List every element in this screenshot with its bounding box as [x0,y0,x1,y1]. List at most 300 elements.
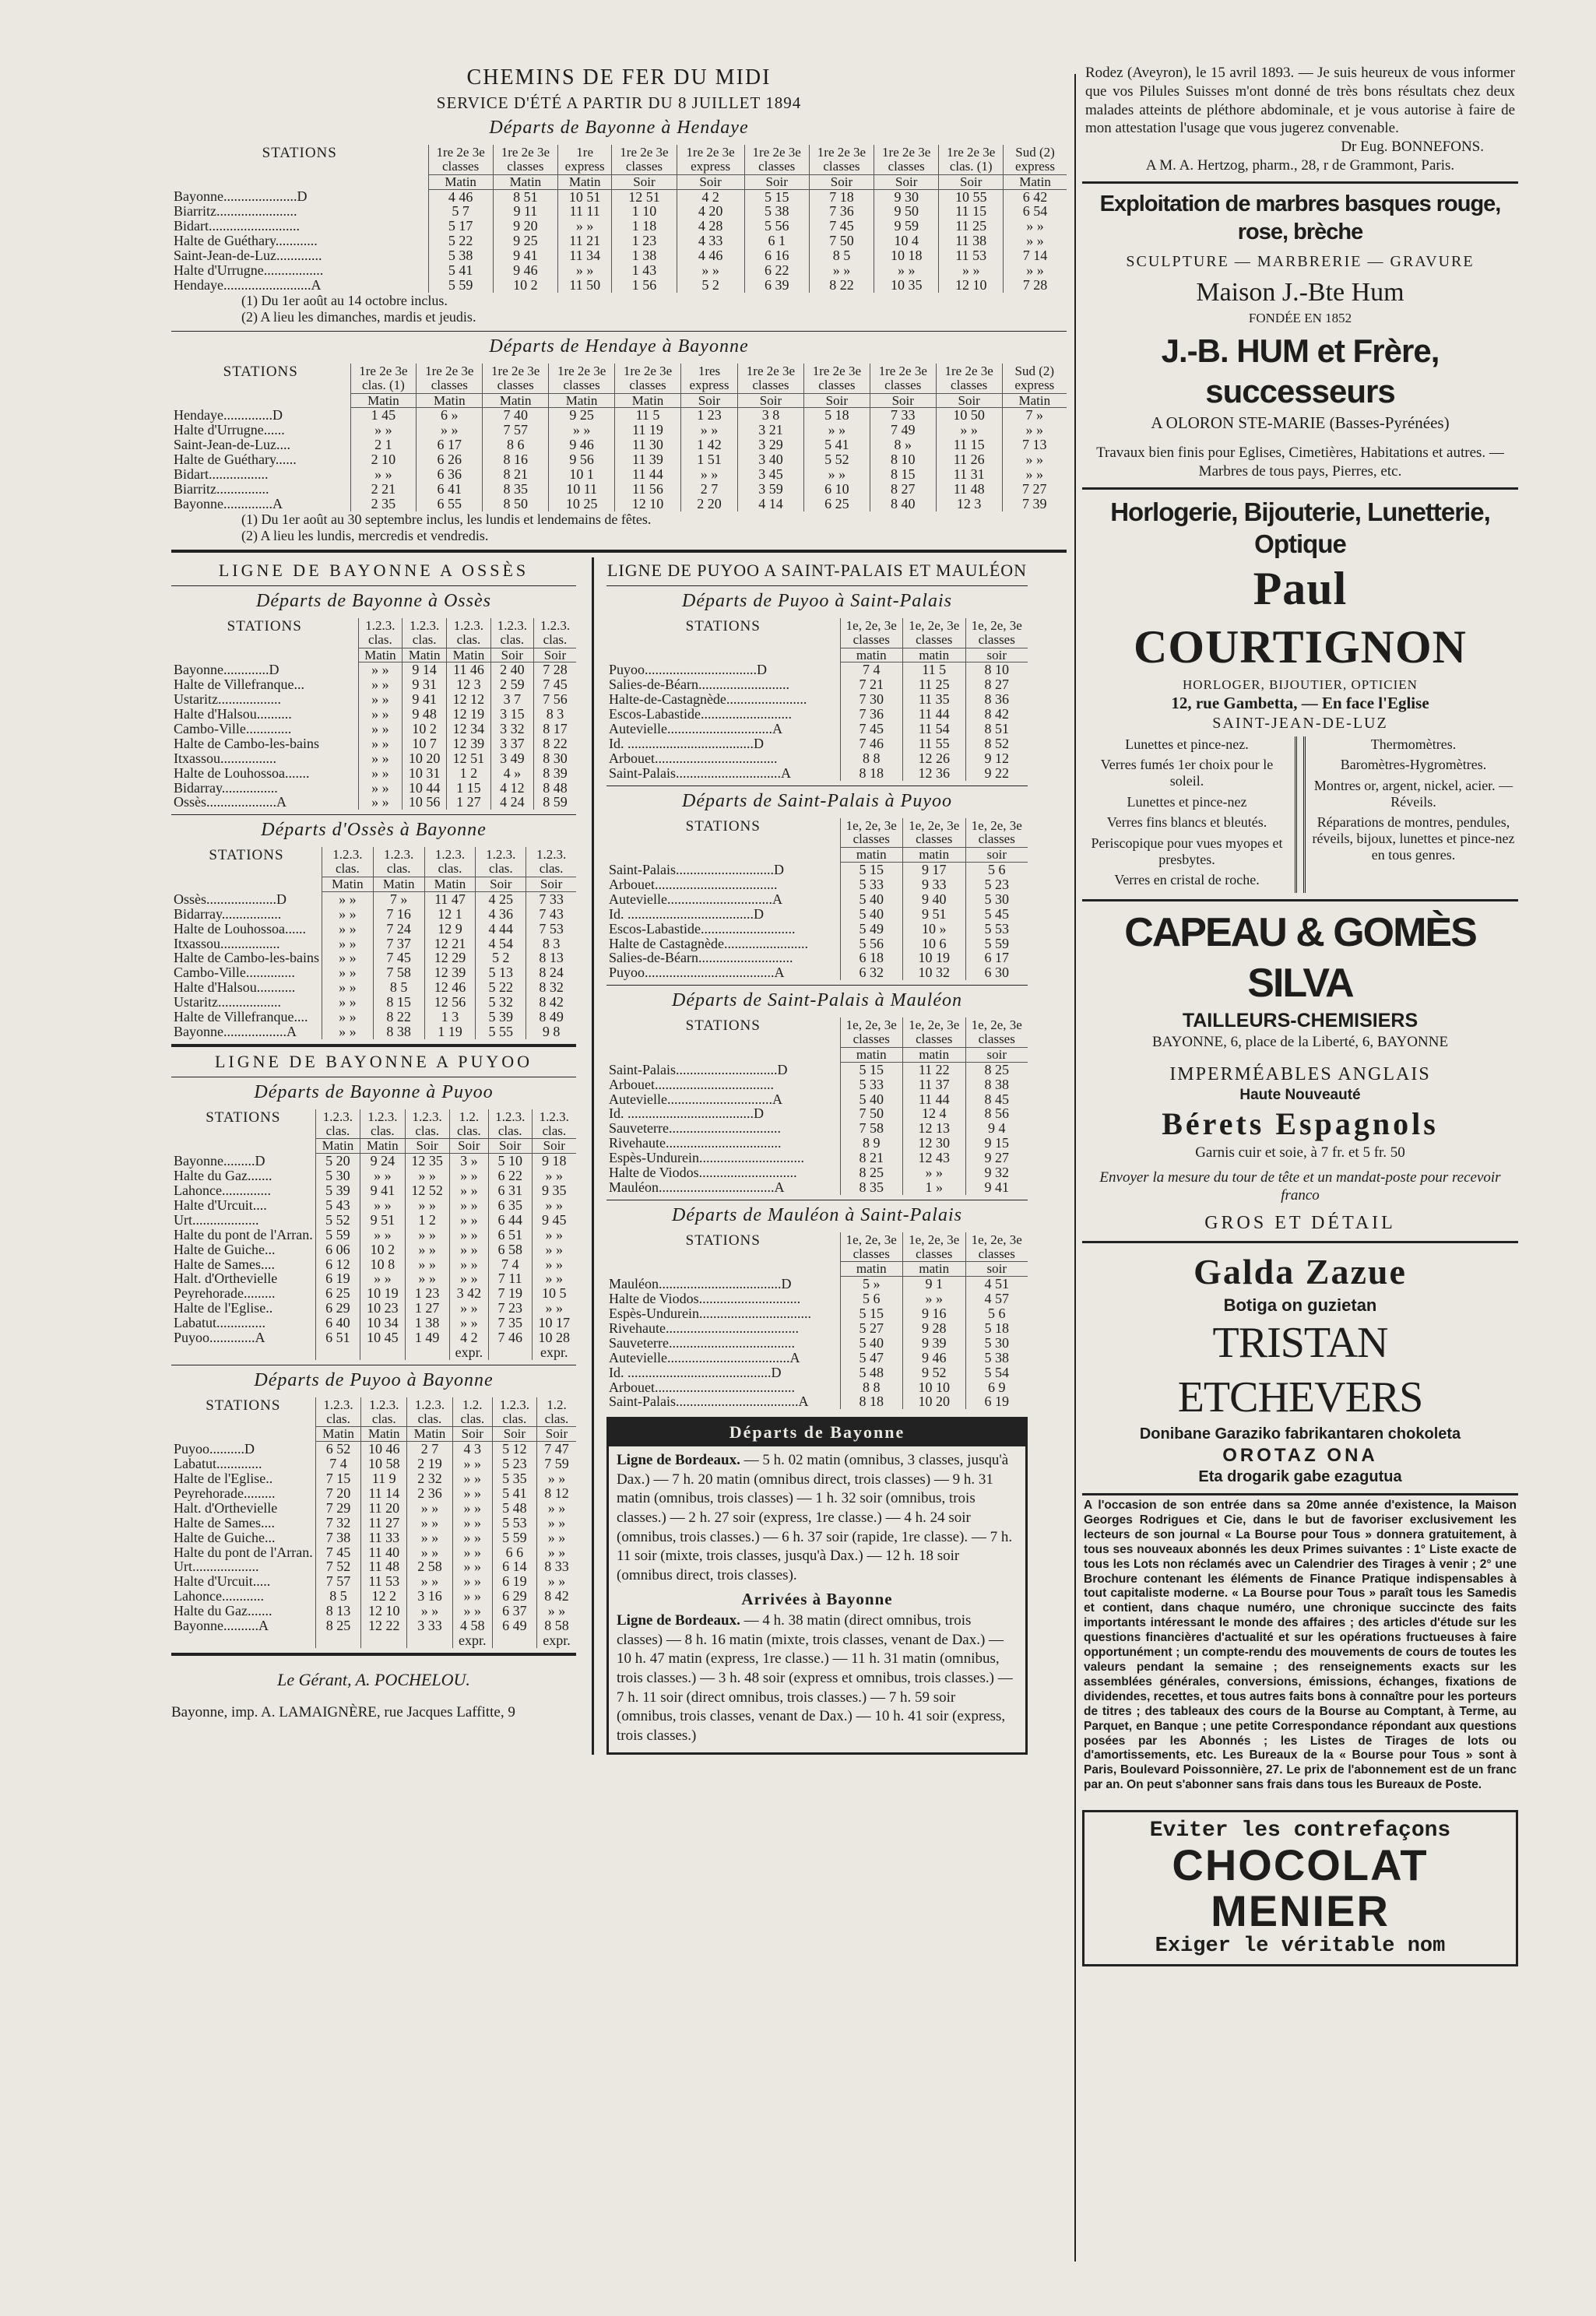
time-cell: 3 » [449,1154,488,1169]
time-cell: 5 20 [315,1154,360,1169]
time-cell: 6 52 [315,1442,361,1457]
time-cell: 5 54 [965,1365,1028,1380]
period-cell: Matin [493,174,557,189]
station-name: Arbouet................................... [609,750,778,766]
line-title-mauleon: LIGNE DE PUYOO A SAINT-PALAIS ET MAULÉON [606,560,1028,580]
time-cell: 10 44 [403,781,447,796]
time-cell: 2 7 [407,1442,453,1457]
time-cell: 11 46 [447,662,491,677]
column-header: 1.2.3. clas. [407,1397,453,1427]
time-cell: 7 50 [809,234,874,248]
station-name: Bayonne.....................D [174,188,308,205]
time-cell: 5 38 [744,204,809,219]
time-cell: 7 29 [315,1501,361,1516]
time-cell: » » [1004,219,1067,234]
column-header: 1e, 2e, 3e classes [903,618,966,648]
table-row [171,891,576,906]
time-cell: 8 52 [965,736,1028,751]
period-cell: Soir [476,877,526,892]
table-row [171,751,576,766]
time-cell: 2 20 [680,497,737,511]
table-row [171,1169,576,1183]
table-row [606,736,1028,751]
time-cell: 9 41 [403,692,447,707]
product-item: Lunettes et pince-nez. [1125,736,1249,752]
station-name: Halte de l'Eglise.. [174,1471,273,1487]
table-row [171,766,576,781]
time-cell: 3 49 [490,751,533,766]
box-line-title: Ligne de Bordeaux. [617,1451,740,1468]
time-cell: 2 36 [407,1486,453,1501]
table-row [171,1618,576,1633]
station-name: Mauléon...................................D [609,1276,792,1292]
time-cell: » » [350,423,417,438]
station-name: Halte du Gaz....... [174,1603,272,1619]
time-cell: 9 16 [903,1306,966,1321]
time-cell: » » [322,965,373,980]
time-cell: 10 10 [903,1380,966,1395]
time-cell: » » [405,1169,449,1183]
time-cell: » » [322,1010,373,1024]
product-item: Verres fins blancs et bleutés. [1106,814,1267,831]
time-cell: 10 55 [939,189,1004,204]
station-name: Ossès....................A [174,794,287,810]
product-item: Réparations de montres, pendules, réveils, bijoux, lunettes et pince-nez en tous genres. [1312,814,1515,863]
column-header: 1e, 2e, 3e classes [840,818,903,848]
station-name: Halte de Viodos............................ [609,1164,797,1180]
period-cell: Matin [549,393,615,408]
time-cell: 7 32 [315,1516,361,1531]
time-cell: 11 22 [903,1062,966,1077]
time-cell: 5 48 [840,1365,903,1380]
section-title: Départs de Bayonne à Puyoo [254,1081,494,1102]
footnote: (2) A lieu les dimanches, mardis et jeudis. [241,309,476,325]
capeau-name: CAPEAU & GOMÈS SILVA [1124,910,1476,1006]
table-row [606,1077,1028,1092]
station-name: Bayonne.........D [174,1153,265,1169]
time-cell: » » [452,1531,492,1545]
table-row [171,497,1067,511]
header-row [171,364,1067,393]
period-cell: matin [840,1047,903,1062]
table-row [606,1106,1028,1121]
time-cell: 5 30 [965,1336,1028,1351]
timetable-mauleon-saint-palais [606,1205,1028,1410]
ad-bourse-pour-tous: A l'occasion de son entrée dans sa 20me année d'existence, la Maison Georges Rodrigues et Cie, dans le but de favoriser exclusivement les lecteurs de son journal « La Bourse pour Tous » donnera gratuitement, à tous ses nouveaux abonnés les deux Primes suivantes : 1° Liste exacte de tous les Lots non réclamés avec un Calendrier des Tirages à venir ; 2° une Brochure contenant les éléments de Finance Pratique indispensables à tout capitaliste moderne. « La Bourse pour Tous » paraît tous les Samedis et contient, dans chaque numéro, une chronique succincte des faits importants intéressant le monde des affaires ; des articles d'étude sur les questions financières d'actualité et sur les opérations fructueuses à faire opportunément ; un compte-rendu des mouvements de cours de toutes les valeurs pendant la semaine ; des renseignements exacts sur les assemblées générales, conversions, émissions, échanges, fixations de dividendes, recettes, et tous autres faits bons à connaître pour les porteurs de titres ; des tableaux des cours de la Bourse au Comptant, à Terme, au Parquet, en Banque ; une petite Correspondance répondant aux questions posées par les Abonnés ; les Listes de Tirages de lots ou d'amortissements, etc. Les Bureaux de la « Bourse pour Tous » sont à Paris, Boulevard Poissonnière, 27. Le prix de l'abonnement est de un franc par an. On peut s'abonner sans frais dans tous les Bureaux de Poste. [1084,1499,1517,1792]
column-header: 1e, 2e, 3e classes [965,1232,1028,1262]
time-cell: 1 18 [612,219,677,234]
time-cell: 6 40 [315,1316,360,1330]
period-cell: Matin [358,648,403,662]
time-cell: 7 46 [488,1330,532,1345]
time-cell: 5 47 [840,1351,903,1365]
time-cell: 10 20 [903,1394,966,1409]
table-row [606,892,1028,907]
time-cell: » » [1002,423,1067,438]
time-cell: 12 30 [903,1136,966,1151]
time-cell: » » [358,795,403,810]
time-cell: » » [680,467,737,482]
station-name: Bayonne..............A [174,495,283,511]
time-cell: 11 55 [903,736,966,751]
station-name: Arbouet................................... [609,876,778,892]
time-cell: 3 15 [490,707,533,722]
time-cell: 11 39 [615,452,681,467]
period-cell: Matin [322,877,373,892]
time-cell: 4 14 [737,497,803,511]
column-header: 1.2.3. clas. [403,618,447,648]
station-name: Salies-de-Béarn........................... [609,950,793,966]
time-cell: 5 39 [315,1183,360,1198]
time-cell: 5 53 [965,922,1028,937]
table-row [171,722,576,736]
column-header: 1.2.3. clas. [488,1109,532,1139]
table-row [606,751,1028,766]
header-row [606,1232,1028,1262]
time-cell: 1 38 [612,248,677,263]
table-row [606,1365,1028,1380]
time-cell: » » [536,1516,576,1531]
products-right [1312,736,1515,894]
timetable-puyoo-saint-palais [606,591,1028,781]
time-cell: 9 41 [493,248,557,263]
section-title: Départs de Puyoo à Saint-Palais [682,590,952,611]
time-cell: 12 10 [361,1604,407,1618]
time-cell: 8 36 [965,692,1028,707]
time-cell: 9 40 [903,892,966,907]
table-row [171,219,1067,234]
period-cell: Soir [526,877,576,892]
station-name: Bidarray................ [174,779,278,796]
time-cell: 12 2 [361,1589,407,1604]
time-cell: 6 16 [744,248,809,263]
timetable [171,1397,576,1648]
stations-header: STATIONS [685,1017,761,1035]
time-cell: » » [358,766,403,781]
express-cell [488,1345,532,1360]
table-row [171,1589,576,1604]
time-cell: 11 54 [903,722,966,736]
table-row [171,1024,576,1039]
time-cell: 10 1 [549,467,615,482]
time-cell: 7 53 [526,922,576,937]
time-cell: » » [532,1169,576,1183]
table-row [171,980,576,995]
time-cell: » » [536,1501,576,1516]
column-header: 1.2.3. clas. [532,1109,576,1139]
express-cell: expr. [536,1633,576,1648]
table-row [171,1271,576,1286]
time-cell: 8 45 [965,1092,1028,1107]
time-cell: » » [405,1198,449,1213]
time-cell: » » [358,692,403,707]
time-cell: » » [358,662,403,677]
period-cell: matin [840,648,903,662]
table-row [606,677,1028,692]
menier-chocolat: CHOCOLAT [1172,1840,1429,1890]
product-item: Montres or, argent, nickel, acier. — Réveils. [1313,777,1513,810]
table-row [171,781,576,796]
time-cell: 6 41 [417,482,483,497]
express-cell: expr. [532,1345,576,1360]
time-cell: 11 47 [424,891,476,906]
box-line-title-2: Ligne de Bordeaux. [617,1612,740,1629]
time-cell: 8 33 [536,1559,576,1574]
time-cell: 6 10 [803,482,870,497]
time-cell: 5 59 [965,937,1028,951]
time-cell: 9 50 [874,204,939,219]
time-cell: 10 8 [360,1257,405,1272]
station-name: Halte d'Halsou........... [174,979,296,996]
table-row [606,1351,1028,1365]
station-name: Saint-Jean-de-Luz.... [174,437,290,453]
product-item: Verres en cristal de roche. [1114,872,1260,888]
time-cell: 6 58 [488,1242,532,1257]
station-name: Espès-Undurein................................ [609,1306,811,1322]
time-cell: 11 56 [615,482,681,497]
table-row [171,1604,576,1618]
station-name: Puyoo..........D [174,1441,255,1457]
time-cell: 9 1 [903,1277,966,1292]
time-cell: 11 53 [361,1574,407,1589]
time-cell: 8 25 [840,1165,903,1180]
time-cell: » » [936,423,1002,438]
time-cell: 7 58 [840,1121,903,1136]
time-cell: » » [405,1271,449,1286]
station-name: Puyoo................................D [609,662,768,678]
time-cell: 6 9 [965,1380,1028,1395]
time-cell: 11 30 [615,438,681,452]
station-name: Itxassou................ [174,750,276,766]
time-cell: 9 56 [549,452,615,467]
express-cell [315,1633,361,1648]
time-cell: 11 35 [903,692,966,707]
table-row [171,707,576,722]
time-cell: 12 3 [447,677,491,692]
station-name: Halte d'Urcuit..... [174,1573,271,1590]
time-cell: 5 17 [428,219,493,234]
line-title-puyoo: LIGNE DE BAYONNE A PUYOO [214,1051,533,1071]
station-name: Halte d'Urrugne................. [174,262,324,278]
period-cell: Matin [558,174,612,189]
express-cell: expr. [452,1633,492,1648]
time-cell: 8 35 [483,482,549,497]
section-title: Départs de Puyoo à Bayonne [254,1369,494,1390]
column-header: 1re 2e 3e classes [417,364,483,393]
column-header: 1.2.3. clas. [476,847,526,877]
table-row [171,662,576,677]
time-cell: 4 28 [677,219,744,234]
time-cell: 10 25 [549,497,615,511]
period-cell: Soir [737,393,803,408]
time-cell: » » [549,423,615,438]
time-cell: 8 50 [483,497,549,511]
table-row [171,1501,576,1516]
header-row [171,847,576,877]
time-cell: » » [536,1604,576,1618]
capeau-berets: Bérets Espagnols [1162,1105,1439,1141]
time-cell: 9 45 [532,1213,576,1228]
hum-founded: FONDÉE EN 1852 [1248,310,1352,325]
station-name: Halte de Louhossoa....... [174,764,310,781]
column-header: 1.2. clas. [452,1397,492,1427]
column-header: 1.2.3. clas. [526,847,576,877]
time-cell: 8 59 [533,795,576,810]
table-row [171,482,1067,497]
time-cell: 7 43 [526,907,576,922]
hum-title: Exploitation de marbres basques rouge, rose, brèche [1099,191,1501,244]
column-header: 1e, 2e, 3e classes [840,1232,903,1262]
station-name: Urt................... [174,1559,259,1575]
time-cell: 5 22 [476,980,526,995]
time-cell: 10 35 [874,278,939,293]
time-cell: 8 42 [526,995,576,1010]
time-cell: 8 6 [483,438,549,452]
column-header: 1.2.3. clas. [322,847,373,877]
header-row [606,1017,1028,1047]
time-cell: 9 15 [965,1136,1028,1151]
time-cell: » » [322,891,373,906]
time-cell: 9 17 [903,863,966,877]
time-cell: 6 54 [1004,204,1067,219]
time-cell: 1 10 [612,204,677,219]
column-header: 1e, 2e, 3e classes [840,1017,903,1047]
time-cell: 7 36 [809,204,874,219]
capeau-nouveaute: Haute Nouveauté [1239,1087,1361,1103]
section-title: Départs de Bayonne à Hendaye [489,118,749,138]
time-cell: 3 33 [407,1618,453,1633]
time-cell: » » [536,1545,576,1560]
express-row [171,1345,576,1360]
table-row [171,1574,576,1589]
time-cell: 4 58 [452,1618,492,1633]
time-cell: 4 24 [490,795,533,810]
time-cell: 8 30 [533,751,576,766]
courtignon-products [1085,736,1515,894]
capeau-gros-detail: GROS ET DÉTAIL [1204,1213,1396,1233]
ad-courtignon [1082,490,1518,902]
time-cell: 6 17 [417,438,483,452]
period-cell: Soir [612,174,677,189]
table-row [606,863,1028,877]
time-cell: 5 13 [476,965,526,980]
time-cell: 4 36 [476,907,526,922]
time-cell: 6 06 [315,1242,360,1257]
time-cell: » » [803,423,870,438]
time-cell: 5 18 [803,408,870,423]
time-cell: » » [360,1271,405,1286]
time-cell: » » [532,1257,576,1272]
time-cell: 10 58 [361,1457,407,1471]
time-cell: 10 2 [360,1242,405,1257]
station-name: Puyoo.............A [174,1330,265,1345]
period-cell: Soir [744,174,809,189]
time-cell: 6 1 [744,234,809,248]
column-header: 1.2.3. clas. [361,1397,407,1427]
time-cell: 11 53 [939,248,1004,263]
station-name: Halte de Castagnède........................ [609,935,808,951]
time-cell: 9 51 [360,1213,405,1228]
time-cell: 5 40 [840,1336,903,1351]
right-lines [592,557,1028,1755]
time-cell: 5 » [840,1277,903,1292]
time-cell: 4 3 [452,1442,492,1457]
timetable [171,364,1067,511]
time-cell: 6 19 [315,1271,360,1286]
column-header: 1e, 2e, 3e classes [903,1232,966,1262]
station-name: Arbouet.................................. [609,1076,774,1092]
time-cell: 7 27 [1002,482,1067,497]
time-cell: 10 56 [403,795,447,810]
time-cell: 8 27 [870,482,936,497]
time-cell: 11 20 [361,1501,407,1516]
page-subtitle: SERVICE D'ÉTÉ A PARTIR DU 8 JUILLET 1894 [436,93,802,112]
time-cell: 10 23 [360,1301,405,1316]
time-cell: » » [407,1604,453,1618]
time-cell: 7 38 [315,1531,361,1545]
table-row [171,1471,576,1486]
stations-header: STATIONS [227,617,302,634]
time-cell: 8 51 [493,189,557,204]
time-cell: » » [452,1574,492,1589]
timetable [606,818,1028,981]
time-cell: 1 » [903,1180,966,1195]
time-cell: 8 25 [315,1618,361,1633]
period-cell: Matin [483,393,549,408]
time-cell: 7 19 [488,1286,532,1301]
table-row [171,248,1067,263]
period-cell: soir [965,1262,1028,1277]
time-cell: 5 39 [476,1010,526,1024]
time-cell: 5 6 [840,1292,903,1306]
period-cell: matin [903,648,966,662]
table-row [171,995,576,1010]
column-header: 1.2.3. clas. [492,1397,536,1427]
time-cell: » » [322,951,373,965]
hum-maison: Maison J.-Bte Hum [1196,278,1404,307]
ad-galda-zazue [1082,1243,1518,1495]
station-name: Labatut............. [174,1456,262,1472]
courtignon-trades: HORLOGER, BIJOUTIER, OPTICIEN [1183,677,1418,692]
station-name: Ustaritz.................. [174,691,281,708]
time-cell: 9 14 [403,662,447,677]
table-row [171,1242,576,1257]
column-header: 1e, 2e, 3e classes [840,618,903,648]
timetable [606,618,1028,781]
header-row [606,818,1028,848]
time-cell: » » [322,907,373,922]
time-cell: 5 40 [840,1092,903,1107]
time-cell: 6 14 [492,1559,536,1574]
time-cell: 9 25 [493,234,557,248]
time-cell: 7 45 [809,219,874,234]
time-cell: 9 41 [360,1183,405,1198]
time-cell: 9 33 [903,877,966,892]
table-row [606,1277,1028,1292]
galda-sub: Botiga on guzietan [1223,1295,1377,1315]
time-cell: 7 30 [840,692,903,707]
table-row [171,677,576,692]
header-row [171,1109,576,1139]
hum-town: A OLORON STE-MARIE (Basses-Pyrénées) [1151,413,1450,432]
time-cell: 8 10 [870,452,936,467]
period-cell: Matin [1002,393,1067,408]
time-cell: 5 45 [965,907,1028,922]
time-cell: 2 7 [680,482,737,497]
time-cell: 5 43 [315,1198,360,1213]
table-row [606,1292,1028,1306]
time-cell: 4 57 [965,1292,1028,1306]
